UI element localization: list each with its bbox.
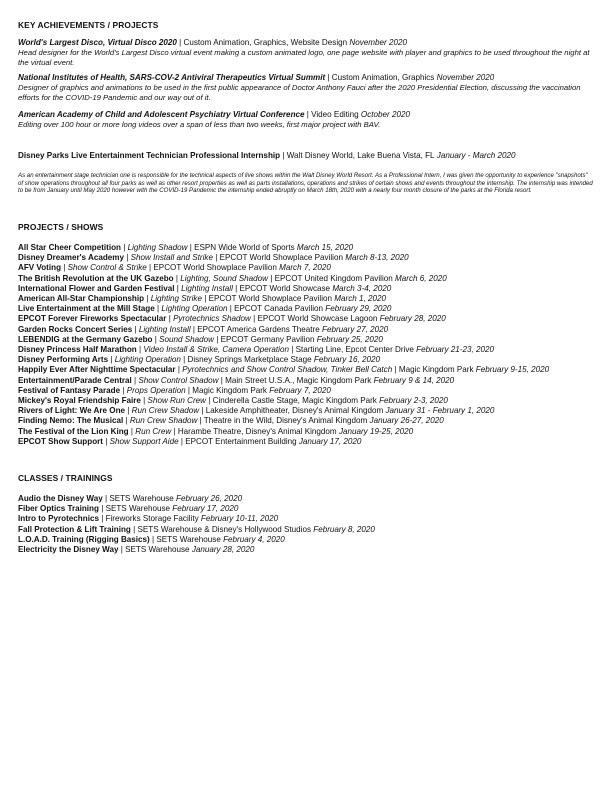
achievement-role: Video Editing xyxy=(311,110,359,119)
project-name: EPCOT Forever Fireworks Spectacular xyxy=(18,314,167,324)
project-name: American All-Star Championship xyxy=(18,294,145,304)
separator: | xyxy=(149,534,157,544)
achievement-description: Editing over 100 hour or more long videos over a span of less than two weeks, first major project with BAV. xyxy=(18,120,381,130)
project-name: Disney Princess Half Marathon xyxy=(18,345,137,355)
project-name: Mickey's Royal Friendship Faire xyxy=(18,396,141,406)
project-row xyxy=(18,416,594,426)
class-date: February 8, 2020 xyxy=(313,524,375,534)
class-date: February 17, 2020 xyxy=(172,504,239,514)
separator: | xyxy=(123,416,130,426)
class-row xyxy=(18,525,594,535)
achievement-title: National Institutes of Health, SARS-COV-2 Antiviral Therapeutics Virtual Summit xyxy=(18,73,326,82)
project-venue: Lakeside Amphitheater, Disney's Animal Kingdom xyxy=(205,406,384,416)
achievement-date: November 2020 xyxy=(434,73,495,82)
separator: | xyxy=(227,304,235,314)
class-date: February 10-11, 2020 xyxy=(200,514,279,524)
project-row xyxy=(18,386,594,396)
class-venue: Fireworks Storage Facility xyxy=(105,514,199,524)
achievement-item xyxy=(18,73,594,104)
separator: | xyxy=(267,273,275,283)
project-role: Lighting Strike xyxy=(150,294,202,304)
project-role: Lighting Operation xyxy=(161,304,228,314)
separator: | xyxy=(176,38,184,47)
separator: | xyxy=(154,304,162,314)
project-date: February 28, 2020 xyxy=(379,314,446,324)
project-name: Disney Performing Arts xyxy=(18,355,109,365)
separator: | xyxy=(280,151,287,160)
separator: | xyxy=(304,110,312,119)
project-name: Festival of Fantasy Parade xyxy=(18,385,121,395)
separator: | xyxy=(136,345,144,355)
class-date: February 4, 2020 xyxy=(223,534,285,544)
class-venue: SETS Warehouse xyxy=(109,494,174,503)
project-row xyxy=(18,396,594,406)
project-date: February 9 & 14, 2020 xyxy=(373,375,455,385)
project-date: February 9-15, 2020 xyxy=(475,365,550,375)
internship-description: As an entertainment stage technician one is responsible for the technical aspects of live shows within the Walt Disney World Resort. As a Professional Intern, I was given the opportunity to experience "snapshots" of show operations throughout all four parks as well as other resort properties as well as parts installations, operations and strikes of certain shows and events throughout the internship. The internship was intended to be from January until May 2020 however with the COVID-19 Pandemic the internship ended abruptly on March 18th, 2020 with a nearly four month closure of the parks at the Florida resort. xyxy=(18,172,593,195)
project-name: AFV Voting xyxy=(18,263,62,273)
internship-place: Walt Disney World, Lake Buena Vista, FL xyxy=(286,151,435,160)
separator: | xyxy=(325,73,332,82)
achievements-heading: KEY ACHIEVEMENTS / PROJECTS xyxy=(18,20,159,30)
project-date: January 26-27, 2020 xyxy=(369,416,444,426)
achievement-item xyxy=(18,110,594,130)
project-role: Props Operation xyxy=(126,385,186,395)
class-row xyxy=(18,535,594,545)
project-role: Show Install and Strike xyxy=(130,253,213,263)
project-name: The British Revolution at the UK Gazebo xyxy=(18,273,174,283)
project-venue: EPCOT America Gardens Theatre xyxy=(197,324,320,334)
project-date: March 15, 2020 xyxy=(296,243,354,252)
project-date: February 25, 2020 xyxy=(316,334,383,344)
class-name: L.O.A.D. Training (Rigging Basics) xyxy=(18,534,150,544)
class-name: Audio the Disney Way xyxy=(18,494,103,503)
project-role: Lighting Operation xyxy=(114,355,181,365)
separator: | xyxy=(131,375,139,385)
project-venue: EPCOT World Showplace Pavilion xyxy=(208,294,333,304)
project-role: Run Crew Shadow xyxy=(131,406,200,416)
separator: | xyxy=(120,385,127,395)
separator: | xyxy=(171,426,178,436)
project-role: Show Run Crew xyxy=(147,396,207,406)
project-venue: EPCOT Canada Pavilion xyxy=(234,304,324,314)
project-venue: Magic Kingdom Park xyxy=(398,365,474,375)
class-row xyxy=(18,545,594,555)
separator: | xyxy=(218,375,226,385)
project-venue: Main Street U.S.A., Magic Kingdom Park xyxy=(225,375,372,385)
internship-description-block xyxy=(18,172,594,195)
achievement-date: October 2020 xyxy=(358,110,410,119)
classes-list xyxy=(18,494,594,555)
separator: | xyxy=(214,334,221,344)
separator: | xyxy=(174,283,182,293)
project-venue: EPCOT World Showcase Lagoon xyxy=(257,314,378,324)
project-venue: Cinderella Castle Stage, Magic Kingdom Park xyxy=(212,396,377,406)
separator: | xyxy=(250,314,258,324)
project-venue: EPCOT Germany Pavilion xyxy=(220,334,315,344)
project-date: March 3-4, 2020 xyxy=(332,283,392,293)
separator: | xyxy=(98,514,106,524)
achievement-role: Custom Animation, Graphics, Website Design xyxy=(183,38,348,47)
project-role: Lighting Install xyxy=(138,324,191,334)
projects-heading: PROJECTS / SHOWS xyxy=(18,222,104,232)
project-row xyxy=(18,365,594,375)
project-role: Sound Shadow xyxy=(159,334,214,344)
class-date: January 28, 2020 xyxy=(191,545,255,555)
internship-item xyxy=(18,151,594,161)
project-name: EPCOT Show Support xyxy=(18,436,103,446)
separator: | xyxy=(125,406,132,416)
project-role: Lighting Install xyxy=(181,283,233,293)
project-row xyxy=(18,427,594,437)
project-name: The Festival of the Lion King xyxy=(18,426,129,436)
separator: | xyxy=(146,263,154,273)
separator: | xyxy=(190,324,198,334)
class-venue: SETS Warehouse xyxy=(125,545,190,555)
separator: | xyxy=(173,273,181,283)
project-venue: EPCOT World Showcase xyxy=(239,283,331,293)
separator: | xyxy=(130,524,138,534)
project-row xyxy=(18,274,594,284)
project-name: All Star Cheer Competition xyxy=(18,243,121,252)
separator: | xyxy=(102,494,110,503)
class-row xyxy=(18,514,594,524)
separator: | xyxy=(132,324,139,334)
achievement-role: Custom Animation, Graphics xyxy=(331,73,435,82)
projects-list xyxy=(18,243,594,447)
project-date: February 7, 2020 xyxy=(269,385,331,395)
project-row xyxy=(18,345,594,355)
separator: | xyxy=(118,545,126,555)
project-venue: Magic Kingdom Park xyxy=(192,385,267,395)
separator: | xyxy=(108,355,115,365)
project-name: Happily Ever After Nighttime Spectacular xyxy=(18,365,176,375)
class-name: Fiber Optics Training xyxy=(18,504,99,514)
project-venue: EPCOT World Showplace Pavilion xyxy=(219,253,343,263)
project-venue: Starting Line, Epcot Center Drive xyxy=(295,345,414,355)
project-role: Show Support Aide xyxy=(109,436,179,446)
project-row xyxy=(18,314,594,324)
project-row xyxy=(18,294,594,304)
project-venue: Harambe Theatre, Disney's Animal Kingdom xyxy=(177,426,337,436)
project-row xyxy=(18,325,594,335)
project-row xyxy=(18,284,594,294)
project-date: March 8-13, 2020 xyxy=(345,253,409,263)
project-name: International Flower and Garden Festival xyxy=(18,283,175,293)
achievement-date: November 2020 xyxy=(347,38,407,47)
separator: | xyxy=(140,396,148,406)
project-role: Video Install & Strike, Camera Operation xyxy=(143,345,289,355)
project-date: February 21-23, 2020 xyxy=(416,345,494,355)
project-date: February 27, 2020 xyxy=(322,324,389,334)
achievement-item xyxy=(18,38,594,69)
separator: | xyxy=(128,426,136,436)
separator: | xyxy=(232,283,240,293)
achievements-section xyxy=(18,20,594,30)
project-venue: Disney Springs Marketplace Stage xyxy=(187,355,312,365)
project-role: Show Control Shadow xyxy=(138,375,219,385)
project-row xyxy=(18,376,594,386)
project-row xyxy=(18,304,594,314)
project-role: Run Crew xyxy=(135,426,172,436)
project-row xyxy=(18,243,594,253)
separator: | xyxy=(212,253,220,263)
separator: | xyxy=(180,355,188,365)
project-role: Lighting Shadow xyxy=(127,243,188,252)
achievement-title: World's Largest Disco, Virtual Disco 2020 xyxy=(18,38,177,47)
project-role: Run Crew Shadow xyxy=(129,416,198,426)
class-venue: SETS Warehouse & Disney's Hollywood Studios xyxy=(137,524,312,534)
class-date: February 26, 2020 xyxy=(176,494,243,503)
separator: | xyxy=(61,263,68,273)
separator: | xyxy=(178,436,186,446)
project-date: February 16, 2020 xyxy=(313,355,381,365)
project-row xyxy=(18,253,594,263)
project-name: Finding Nemo: The Musical xyxy=(18,416,124,426)
classes-section xyxy=(18,473,594,483)
separator: | xyxy=(102,436,110,446)
class-name: Fall Protection & Lift Training xyxy=(18,524,131,534)
project-date: January 17, 2020 xyxy=(298,436,362,446)
separator: | xyxy=(175,365,183,375)
project-date: January 31 - February 1, 2020 xyxy=(385,406,495,416)
project-venue: EPCOT United Kingdom Pavilion xyxy=(274,273,393,283)
separator: | xyxy=(206,396,213,406)
separator: | xyxy=(392,365,399,375)
project-name: Rivers of Light: We Are One xyxy=(18,406,126,416)
achievement-title: American Academy of Child and Adolescent Psychiatry Virtual Conference xyxy=(18,110,305,119)
internship-title: Disney Parks Live Entertainment Technician Professional Internship xyxy=(18,151,281,160)
class-row xyxy=(18,504,594,514)
project-role: Pyrotechnics and Show Control Shadow, Tinker Bell Catch xyxy=(182,365,393,375)
project-date: January 19-25, 2020 xyxy=(338,426,414,436)
separator: | xyxy=(120,243,128,252)
project-row xyxy=(18,406,594,416)
project-date: February 2-3, 2020 xyxy=(379,396,448,406)
internship-date: January - March 2020 xyxy=(434,151,516,160)
separator: | xyxy=(187,243,195,252)
separator: | xyxy=(185,385,193,395)
separator: | xyxy=(197,416,204,426)
project-role: Show Control & Strike xyxy=(67,263,147,273)
project-row xyxy=(18,263,594,273)
class-venue: SETS Warehouse xyxy=(105,504,171,514)
achievement-description: Designer of graphics and animations to be used in the first public appearance of Doctor Anthony Fauci after the 2020 Presidential Election, discussing the vaccination efforts for the COVID-19 Pandemic and our way out of it. xyxy=(18,83,581,103)
separator: | xyxy=(98,504,106,514)
achievement-description: Head designer for the World's Largest Disco virtual event making a custom animated logo, one page website with player and graphics to be used throughout the night at the virtual event. xyxy=(18,48,590,68)
separator: | xyxy=(166,314,174,324)
project-venue: Theatre in the Wild, Disney's Animal Kingdom xyxy=(203,416,368,426)
project-role: Lighting, Sound Shadow xyxy=(180,273,268,283)
separator: | xyxy=(288,345,296,355)
project-row xyxy=(18,437,594,447)
projects-section xyxy=(18,222,594,232)
project-venue: EPCOT Entertainment Building xyxy=(185,436,297,446)
class-row xyxy=(18,494,594,504)
project-name: Disney Dreamer's Academy xyxy=(18,253,125,263)
separator: | xyxy=(199,406,206,416)
project-date: March 6, 2020 xyxy=(395,273,447,283)
separator: | xyxy=(201,294,209,304)
project-name: Live Entertainment at the Mill Stage xyxy=(18,304,155,314)
project-role: Pyrotechnics Shadow xyxy=(173,314,251,324)
project-name: Entertainment/Parade Central xyxy=(18,375,132,385)
separator: | xyxy=(144,294,151,304)
classes-heading: CLASSES / TRAININGS xyxy=(18,473,113,483)
project-venue: EPCOT World Showplace Pavilion xyxy=(153,263,277,273)
separator: | xyxy=(124,253,131,263)
project-date: February 29, 2020 xyxy=(325,304,392,314)
project-date: March 1, 2020 xyxy=(334,294,387,304)
project-row xyxy=(18,355,594,365)
class-name: Electricity the Disney Way xyxy=(18,545,119,555)
project-venue: ESPN Wide World of Sports xyxy=(194,243,295,252)
project-name: Garden Rocks Concert Series xyxy=(18,324,133,334)
class-venue: SETS Warehouse xyxy=(156,534,221,544)
class-name: Intro to Pyrotechnics xyxy=(18,514,99,524)
project-row xyxy=(18,335,594,345)
project-name: LEBENDIG at the Germany Gazebo xyxy=(18,334,153,344)
project-date: March 7, 2020 xyxy=(279,263,331,273)
separator: | xyxy=(152,334,160,344)
